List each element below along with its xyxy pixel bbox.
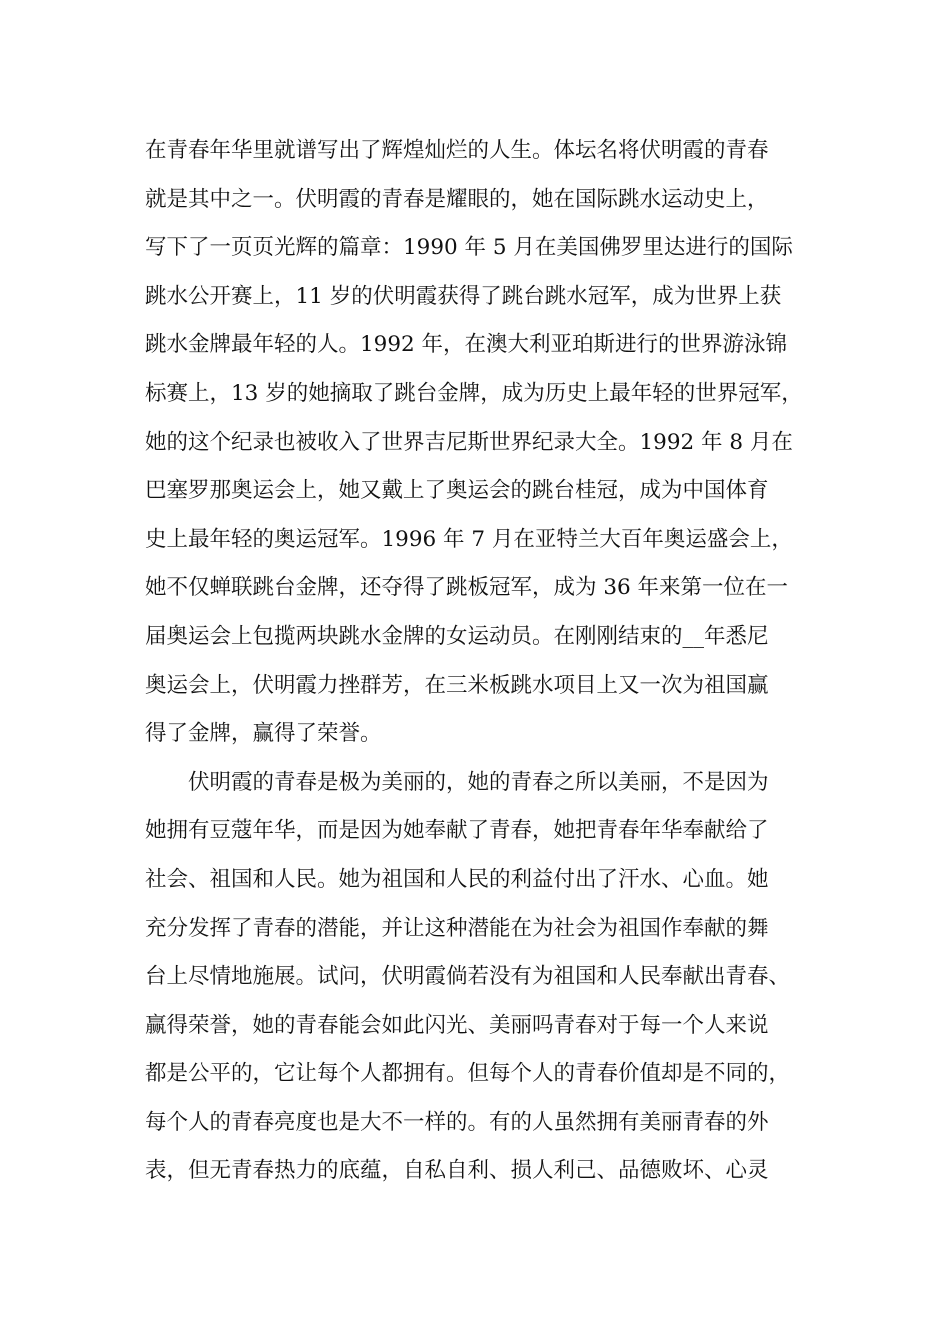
- text-line: 她的这个纪录也被收入了世界吉尼斯世界纪录大全。1992 年 8 月在: [145, 429, 793, 455]
- text-line: 跳水金牌最年轻的人。1992 年，在澳大利亚珀斯进行的世界游泳锦: [145, 332, 788, 358]
- text-line: 史上最年轻的奥运冠军。1996 年 7 月在亚特兰大百年奥运盛会上，: [145, 526, 793, 552]
- text-line: 就是其中之一。伏明霞的青春是耀眼的，她在国际跳水运动史上，: [145, 186, 769, 212]
- text-line: 写下了一页页光辉的篇章：1990 年 5 月在美国佛罗里达进行的国际: [145, 235, 793, 261]
- text-line: 社会、祖国和人民。她为祖国和人民的利益付出了汗水、心血。她: [145, 866, 769, 892]
- text-line: 每个人的青春亮度也是大不一样的。有的人虽然拥有美丽青春的外: [145, 1109, 769, 1135]
- text-line: 赢得荣誉，她的青春能会如此闪光、美丽吗青春对于每一个人来说: [145, 1012, 769, 1038]
- text-line: 充分发挥了青春的潜能，并让这种潜能在为社会为祖国作奉献的舞: [145, 915, 769, 941]
- text-line: 台上尽情地施展。试问，伏明霞倘若没有为祖国和人民奉献出青春、: [145, 964, 791, 990]
- text-line: 伏明霞的青春是极为美丽的，她的青春之所以美丽，不是因为: [188, 769, 769, 795]
- text-line: 都是公平的，它让每个人都拥有。但每个人的青春价值却是不同的，: [145, 1061, 791, 1087]
- text-line: 跳水公开赛上，11 岁的伏明霞获得了跳台跳水冠军，成为世界上获: [145, 283, 782, 309]
- text-line: 届奥运会上包揽两块跳水金牌的女运动员。在刚刚结束的__年悉尼: [145, 623, 769, 649]
- text-line: 得了金牌，赢得了荣誉。: [145, 721, 382, 747]
- text-line: 标赛上，13 岁的她摘取了跳台金牌，成为历史上最年轻的世界冠军，: [145, 380, 803, 406]
- text-line: 她不仅蝉联跳台金牌，还夺得了跳板冠军，成为 36 年来第一位在一: [145, 575, 789, 601]
- text-line: 她拥有豆蔻年华，而是因为她奉献了青春，她把青春年华奉献给了: [145, 818, 769, 844]
- text-line: 奥运会上，伏明霞力挫群芳，在三米板跳水项目上又一次为祖国赢: [145, 672, 769, 698]
- paragraph-2: [145, 759, 810, 1196]
- text-line: 在青春年华里就谱写出了辉煌灿烂的人生。体坛名将伏明霞的青春: [145, 138, 769, 163]
- paragraph-1: [145, 127, 810, 759]
- document-body: [145, 127, 810, 1196]
- text-line: 巴塞罗那奥运会上，她又戴上了奥运会的跳台桂冠，成为中国体育: [145, 478, 769, 504]
- text-line: 表，但无青春热力的底蕴，自私自利、损人利己、品德败坏、心灵: [145, 1158, 769, 1184]
